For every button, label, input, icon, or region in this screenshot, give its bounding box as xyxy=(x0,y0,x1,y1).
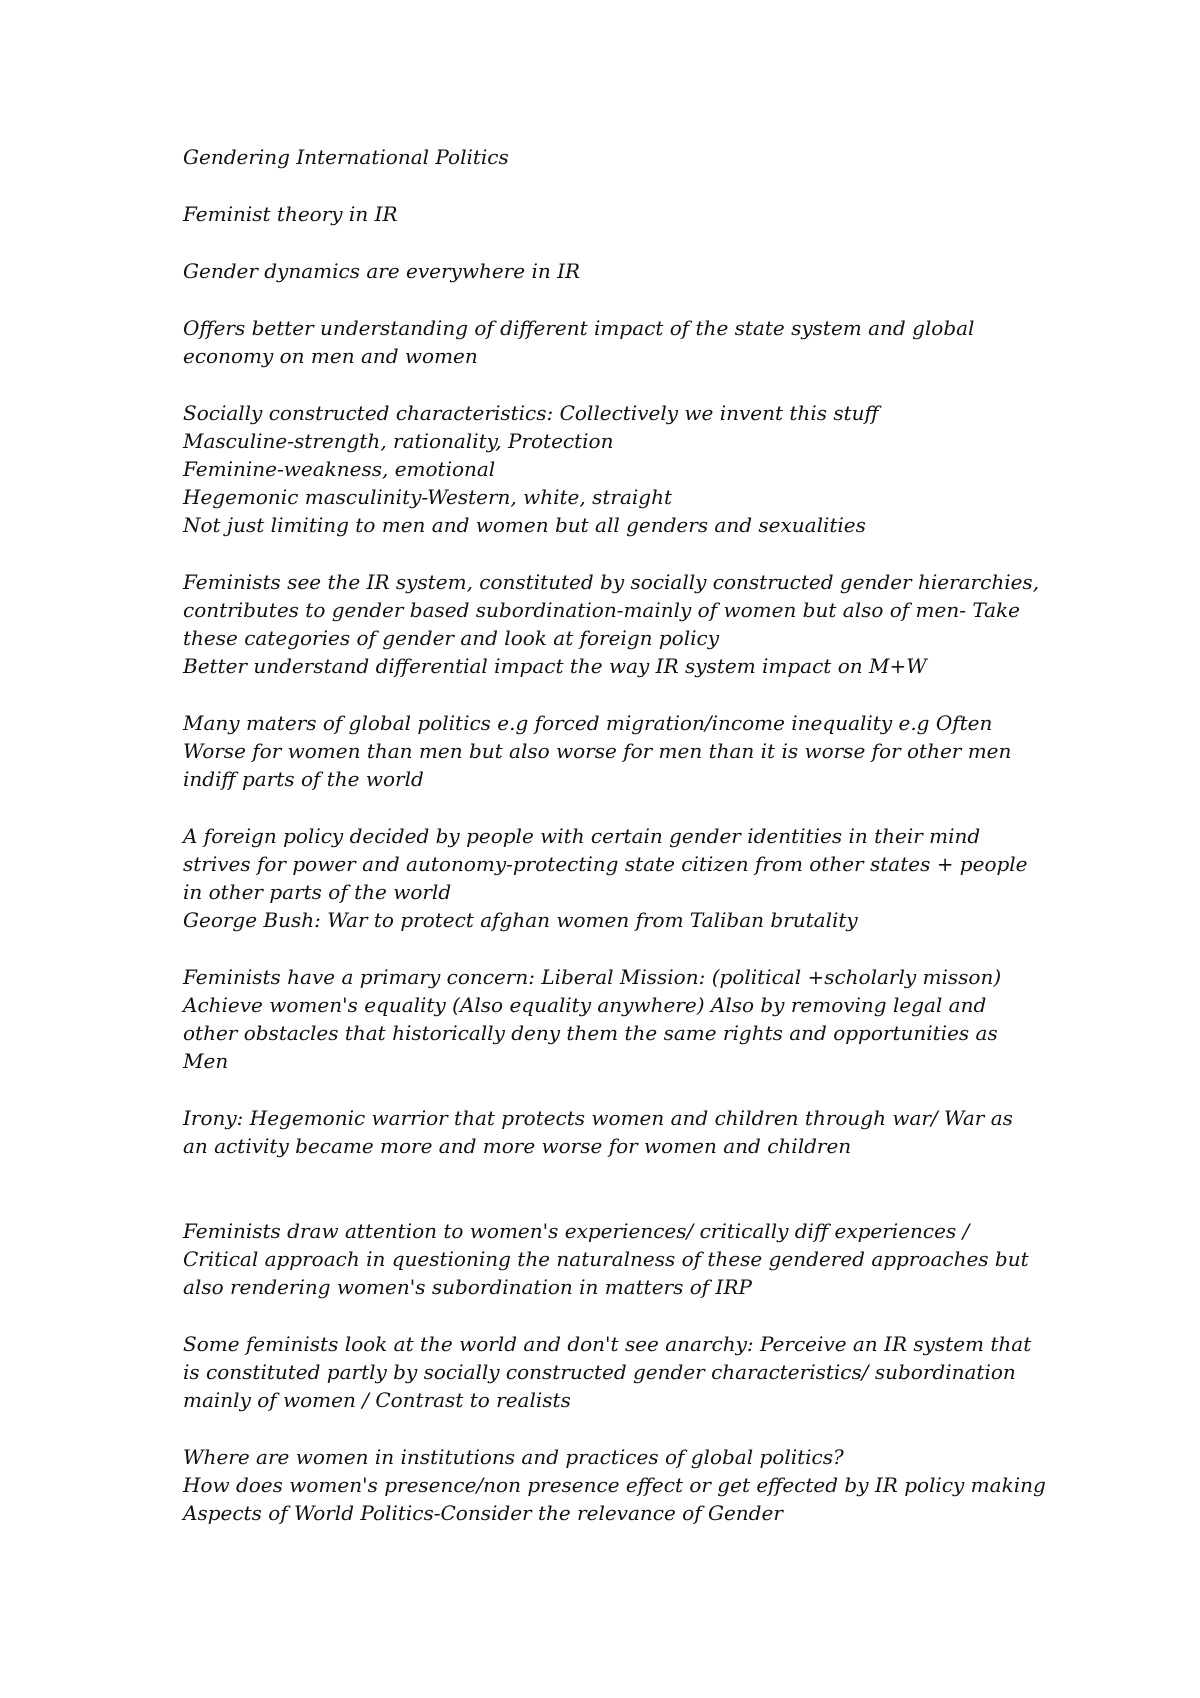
text-line: is constituted partly by socially constructed gender characteristics/ subordination xyxy=(183,1360,1016,1384)
text-line: Feminists draw attention to women's experiences/ critically diff experiences / xyxy=(183,1219,970,1243)
document-title: Gendering International Politics xyxy=(183,145,509,169)
paragraph xyxy=(183,200,1063,228)
text-line: Offers better understanding of different impact of the state system and global xyxy=(183,316,975,340)
text-line: Irony: Hegemonic warrior that protects women and children through war/ War as xyxy=(183,1106,1013,1130)
text-line: strives for power and autonomy-protecting state citizen from other states + people xyxy=(183,852,1028,876)
text-line: Achieve women's equality (Also equality anywhere) Also by removing legal and xyxy=(183,993,987,1017)
text-line: an activity became more and more worse for women and children xyxy=(183,1134,852,1158)
text-line: mainly of women / Contrast to realists xyxy=(183,1388,571,1412)
text-line: Feminist theory in IR xyxy=(183,202,398,226)
paragraph xyxy=(183,314,1063,370)
text-line: contributes to gender based subordination-mainly of women but also of men- Take xyxy=(183,598,1021,622)
text-line: Feminine-weakness, emotional xyxy=(183,457,496,481)
text-line: Men xyxy=(183,1049,229,1073)
text-line: Gender dynamics are everywhere in IR xyxy=(183,259,581,283)
text-line: these categories of gender and look at foreign policy xyxy=(183,626,719,650)
text-line: in other parts of the world xyxy=(183,880,452,904)
paragraph xyxy=(183,568,1063,680)
text-line: Better understand differential impact the way IR system impact on M+W xyxy=(183,654,927,678)
paragraph xyxy=(183,1217,1063,1301)
paragraph xyxy=(183,143,1063,171)
text-line: Socially constructed characteristics: Collectively we invent this stuff xyxy=(183,401,879,425)
paragraph xyxy=(183,399,1063,539)
paragraph xyxy=(183,963,1063,1075)
paragraph xyxy=(183,822,1063,934)
text-line: A foreign policy decided by people with certain gender identities in their mind xyxy=(183,824,981,848)
paragraph xyxy=(183,1330,1063,1414)
text-line: Masculine-strength, rationality, Protection xyxy=(183,429,614,453)
text-line: indiff parts of the world xyxy=(183,767,424,791)
text-line: Feminists have a primary concern: Liberal Mission: (political +scholarly misson) xyxy=(183,965,1002,989)
text-line: Critical approach in questioning the naturalness of these gendered approaches but xyxy=(183,1247,1029,1271)
text-line: economy on men and women xyxy=(183,344,478,368)
text-line: How does women's presence/non presence effect or get effected by IR policy making xyxy=(183,1473,1046,1497)
paragraph xyxy=(183,1443,1063,1527)
paragraph xyxy=(183,709,1063,793)
paragraph xyxy=(183,257,1063,285)
text-line: Where are women in institutions and practices of global politics? xyxy=(183,1445,844,1469)
text-line: George Bush: War to protect afghan women from Taliban brutality xyxy=(183,908,858,932)
text-line: other obstacles that historically deny them the same rights and opportunities as xyxy=(183,1021,998,1045)
text-line: Aspects of World Politics-Consider the relevance of Gender xyxy=(183,1501,783,1525)
text-line: Many maters of global politics e.g forced migration/income inequality e.g Often xyxy=(183,711,993,735)
document-body xyxy=(183,143,1063,1556)
text-line: Not just limiting to men and women but all genders and sexualities xyxy=(183,513,866,537)
paragraph xyxy=(183,1104,1063,1160)
text-line: Worse for women than men but also worse for men than it is worse for other men xyxy=(183,739,1012,763)
text-line: Feminists see the IR system, constituted by socially constructed gender hierarchies, xyxy=(183,570,1040,594)
text-line: Some feminists look at the world and don't see anarchy: Perceive an IR system that xyxy=(183,1332,1032,1356)
text-line: also rendering women's subordination in matters of IRP xyxy=(183,1275,752,1299)
text-line: Hegemonic masculinity-Western, white, straight xyxy=(183,485,673,509)
